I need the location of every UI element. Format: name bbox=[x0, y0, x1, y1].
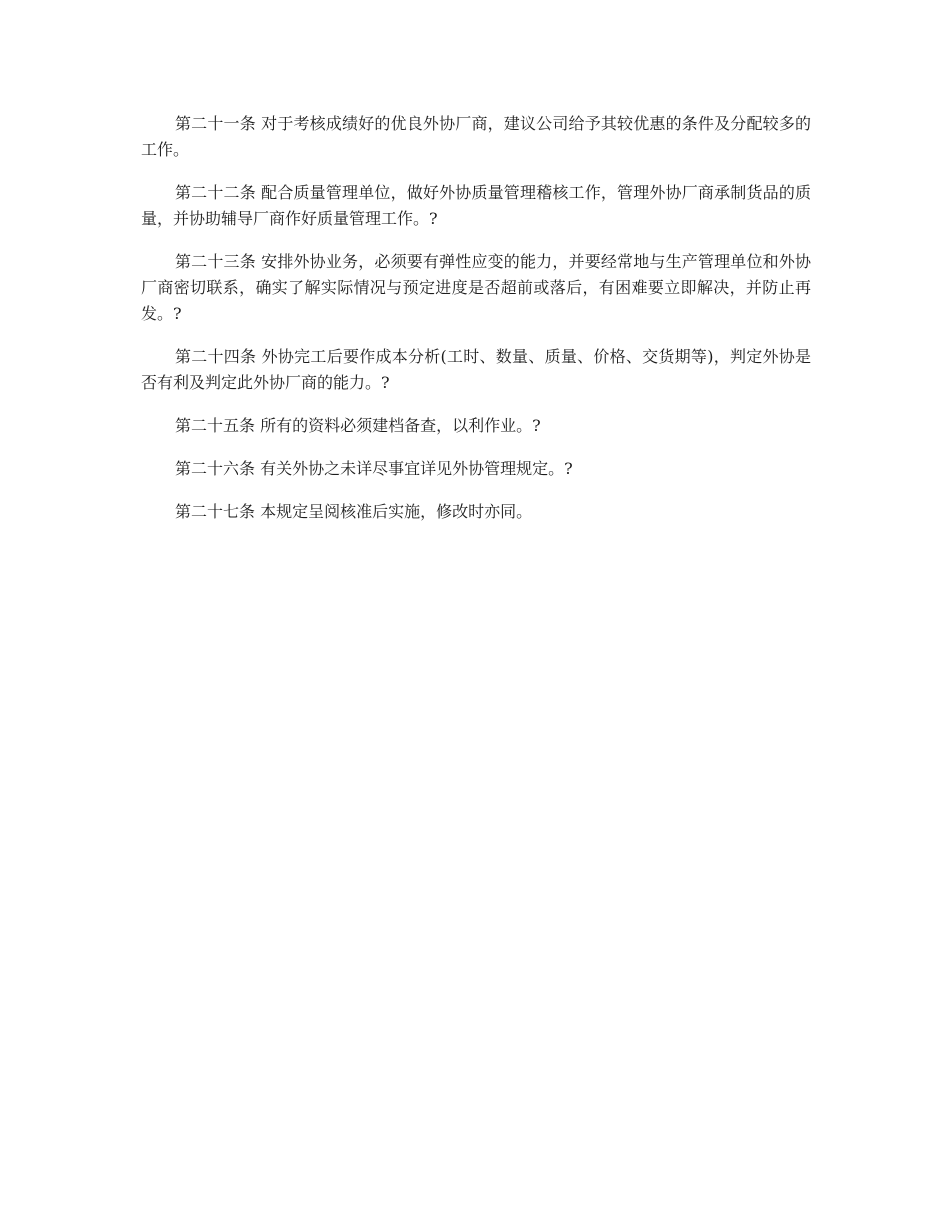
article-26-paragraph: 第二十六条 有关外协之未详尽事宜详见外协管理规定。? bbox=[175, 459, 573, 478]
article-23-paragraph: 第二十三条 安排外协业务，必须要有弹性应变的能力，并要经常地与生产管理单位和外协厂商密切联系，确实了解实际情况与预定进度是否超前或落后，有困难要立即解决，并防止再发。? bbox=[141, 252, 811, 323]
article-27-paragraph: 第二十七条 本规定呈阅核准后实施，修改时亦同。 bbox=[175, 502, 533, 521]
article-24-paragraph: 第二十四条 外协完工后要作成本分析(工时、数量、质量、价格、交货期等)，判定外协是否有利及判定此外协厂商的能力。? bbox=[141, 347, 811, 392]
article-21-paragraph: 第二十一条 对于考核成绩好的优良外协厂商，建议公司给予其较优惠的条件及分配较多的工作。 bbox=[141, 114, 811, 159]
document-body bbox=[141, 111, 811, 542]
article-25-paragraph: 第二十五条 所有的资料必须建档备查，以利作业。? bbox=[175, 416, 541, 435]
article-22-paragraph: 第二十二条 配合质量管理单位，做好外协质量管理稽核工作，管理外协厂商承制货品的质量，并协助辅导厂商作好质量管理工作。? bbox=[141, 183, 811, 228]
